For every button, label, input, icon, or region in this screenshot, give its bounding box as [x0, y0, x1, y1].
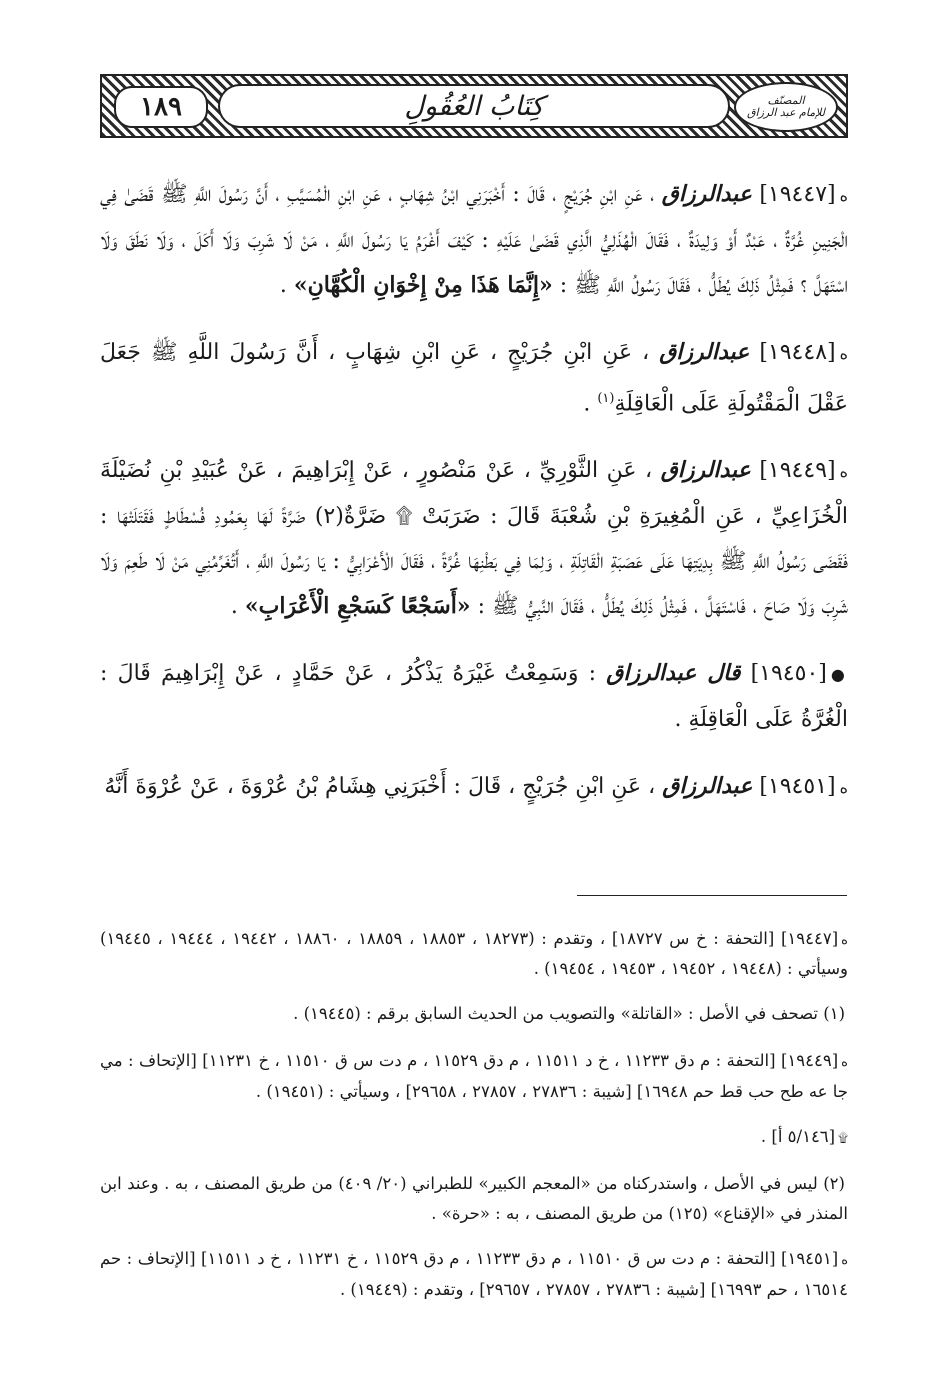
chapter-title: كِتَابُ العُقُولِ: [404, 90, 544, 122]
footnotes: [100, 908, 848, 1308]
page-number: ١٨٩: [140, 92, 182, 122]
hadith-entry: [100, 651, 848, 742]
entry-marker: ه: [839, 186, 848, 205]
entry-source: عبدالرزاق: [662, 773, 753, 800]
footnote: [100, 1245, 848, 1304]
note-marker: ه: [841, 932, 848, 948]
note-marker: ه: [841, 1253, 849, 1268]
note-text: [١٩٤٥١] [التحفة : م دت س ق ١١٥١٠ ، م دق ١١٢٣٣ ، م دق ١١٥٢٩ ، خ ١١٢٣١ ، خ د ١١٥١١] [الإتحاف : حم ١٦٥١٤ ، حم ١٦٩٩٣] [شيبة : ٢٧٨٣٦ ، ٢٧٨٥٧ ، ٢٩٦٥٧] ، وتقدم : (١٩٤٤٩) .: [100, 1249, 848, 1299]
chapter-title-frame: [218, 84, 730, 128]
entry-quote: «أَسَجْعًا كَسَجْعِ الْأَعْرَابِ»: [244, 593, 471, 620]
entry-text: : وَسَمِعْتُ غَيْرَهُ يَذْكُرُ ، عَنْ حَمَّادٍ ، عَنْ إِبْرَاهِيمَ قَالَ : الْغُرَّةُ عَلَى الْعَاقِلَةِ .: [100, 661, 848, 733]
note-text: [٥/١٤٦ أ] .: [760, 1126, 836, 1146]
note-text: (١) تصحف في الأصل : «القاتلة» والتصويب من الحديث السابق برقم : (١٩٤٤٥) .: [293, 1004, 845, 1023]
note-text: [١٩٤٤٩] [التحفة : م دق ١١٢٣٣ ، خ د ١١٥١١ ، م دق ١١٥٢٩ ، م دت س ق ١١٥١٠ ، خ ١١٢٣١] [الإتحاف : مي جا عه طح حب قط حم ١٦٩٤٨] [شيبة : ٢٧٨٣٦ ، ٢٧٨٥٧ ، ٢٩٦٥٨] ، وسيأتي : (١٩٤٥١) .: [100, 1051, 848, 1101]
note-marker: ۩: [838, 1130, 848, 1146]
entry-text-end: .: [230, 594, 245, 620]
footnote-divider: [577, 895, 847, 896]
entry-quote: «إِنَّمَا هَذَا مِنْ إِخْوَانِ الْكُهَّانِ»: [293, 272, 553, 298]
hadith-entry: [100, 764, 848, 810]
footnote-ref[interactable]: (١): [597, 391, 615, 406]
entry-marker: ه: [839, 778, 848, 798]
book-logo: [734, 82, 838, 132]
entry-text: ، عَنِ ابْنِ جُرَيْجٍ ، قَالَ : أَخْبَرَنِي ابْنُ شِهَابٍ ، عَنِ ابْنِ الْمُسَيَّبِ ، أَنَّ رَسُولَ اللَّهِ ﷺ قَضَىٰ فِي الْجَنِينِ غُرَّةٌ ، عَبْدٌ أَوْ وَلِيدَةٌ ، فَقَالَ الْهُذَلِيُّ الَّذِي قَضَىٰ عَلَيْهِ : كَيْفَ أَغْرَمُ يَا رَسُولَ اللَّهِ ، مَنْ لَا شَرِبَ وَلَا أَكَلَ ، وَلَا نَطَقَ وَلَا اسْتَهَلَّ ؟ فَمِثْلُ ذَلِكَ يُطَلُّ ، فَقَالَ رَسُولُ اللَّهِ ﷺ :: [100, 182, 848, 298]
hadith-entry: [100, 172, 848, 308]
entry-number: [١٩٤٤٩]: [759, 458, 836, 484]
entry-number: [١٩٤٥١]: [759, 774, 836, 800]
note-text: [١٩٤٤٧] [التحفة : خ س ١٨٧٢٧] ، وتقدم : (١٨٢٧٣ ، ١٨٨٥٣ ، ١٨٨٥٩ ، ١٨٨٦٠ ، ١٩٤٤٢ ، ١٩٤٤٤ ، ١٩٤٤٥) وسيأتي : (١٩٤٤٨ ، ١٩٤٥٢ ، ١٩٤٥٣ ، ١٩٤٥٤) .: [100, 928, 848, 978]
entry-text: ، عَنِ ابْنِ جُرَيْجٍ ، عَنِ ابْنِ شِهَابٍ ، أَنَّ رَسُولَ اللَّهِ ﷺ جَعَلَ عَقْلَ الْمَقْتُولَةِ عَلَى الْعَاقِلَةِ: [100, 340, 848, 417]
entry-text: ، عَنِ ابْنِ جُرَيْجٍ ، قَالَ : أَخْبَرَنِي هِشَامُ بْنُ عُرْوَةَ ، عَنْ عُرْوَةَ أَنَّهُ: [104, 774, 656, 800]
page-header: [100, 74, 848, 138]
hadith-entry: [100, 448, 848, 629]
entry-source: عبدالرزاق: [659, 339, 750, 365]
entry-number: [١٩٤٥٠]: [750, 661, 827, 687]
note-marker: ه: [841, 1055, 848, 1070]
entry-text-end: .: [583, 391, 598, 417]
entry-text: ، عَنِ الثَّوْرِيِّ ، عَنْ مَنْصُورٍ ، عَنْ إِبْرَاهِيمَ ، عَنْ عُبَيْدِ بْنِ نُضَيْلَةَ الْخُزَاعِيِّ ، عَنِ الْمُغِيرَةِ بْنِ شُعْبَةَ قَالَ : ضَرَبَتْ ۩ ضَرَّةٌ(٢) ضَرَّةً لَهَا بِعَمُودِ فُسْطَاطٍ فَقَتَلَتْهَا : فَقَضَى رَسُولُ اللَّهِ ﷺ بِدِيَتِهَا عَلَى عَصَبَةِ الْقَاتِلَةِ ، وَلِمَا فِي بَطْنِهَا غُرَّةً ، فَقَالَ الْأَعْرَابِيُّ : يَا رَسُولَ اللَّهِ ، أَتُغَرِّمُنِي مَنْ لَا طَعِمَ وَلَا شَرِبَ وَلَا صَاحَ ، فَاسْتَهَلَّ ، فَمِثْلُ ذَلِكَ يُطَلُّ ، فَقَالَ النَّبِيُّ ﷺ :: [100, 458, 849, 620]
entry-marker: ه: [839, 344, 848, 363]
hadith-entry: [100, 330, 848, 426]
footnote: [100, 1047, 848, 1106]
entry-marker: ه: [839, 462, 848, 482]
note-text: (٢) ليس في الأصل ، واستدركناه من «المعجم الكبير» للطبراني (٢٠/ ٤٠٩) من طريق المصنف ، به . وعند ابن المنذر في «الإقناع» (١٢٥) من طريق المصنف ، به : «حرة» .: [100, 1173, 848, 1223]
page-number-frame: [114, 86, 208, 128]
footnote: [100, 925, 848, 984]
entry-marker: ●: [830, 665, 848, 685]
entry-number: [١٩٤٤٧]: [759, 182, 836, 207]
main-text: [100, 150, 848, 820]
entry-source: قال عبدالرزاق: [606, 660, 741, 687]
logo-line-1: المصنّف: [767, 93, 805, 107]
footnote: [100, 1170, 848, 1229]
footnote: [100, 1000, 848, 1031]
entry-source: عبدالرزاق: [661, 181, 752, 207]
entry-source: عبدالرزاق: [660, 457, 751, 484]
entry-text-end: .: [279, 273, 294, 298]
entry-number: [١٩٤٤٨]: [759, 340, 836, 365]
logo-line-2: للإمام عبد الرزاق: [747, 106, 825, 119]
footnote: [100, 1123, 848, 1154]
